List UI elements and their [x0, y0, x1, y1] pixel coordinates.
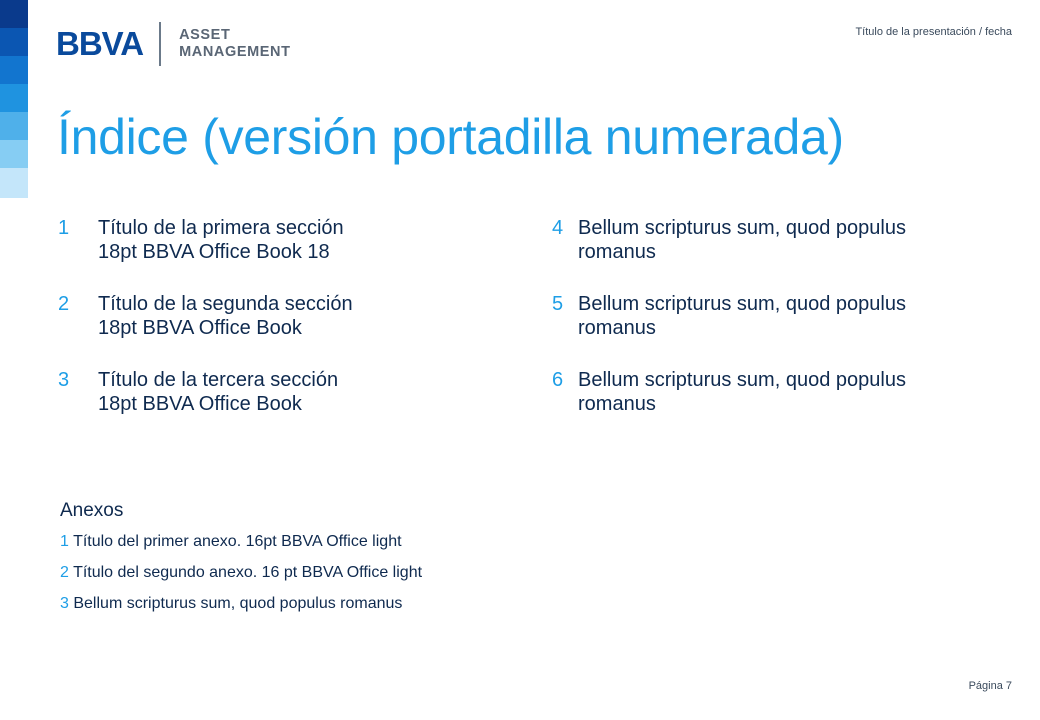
logo-bbva-wordmark: BBVA [56, 25, 144, 62]
toc-item-subtitle: 18pt BBVA Office Book 18 [98, 241, 330, 263]
toc-item [552, 216, 1002, 264]
toc-item [552, 368, 1002, 416]
toc-item-number: 3 [58, 369, 70, 391]
toc-item-subtitle: 18pt BBVA Office Book [98, 317, 302, 339]
toc-item-number: 2 [58, 293, 70, 315]
color-strip-block [0, 84, 28, 112]
toc-item-number: 1 [58, 217, 70, 239]
toc-item-number: 4 [552, 217, 564, 239]
annex-item [60, 532, 422, 552]
decorative-color-strip [0, 0, 28, 198]
toc-item-subtitle: romanus [578, 241, 656, 263]
color-strip-block [0, 168, 28, 198]
annex-item-text: Título del primer anexo. 16pt BBVA Office light [73, 533, 402, 550]
annex-item-text: Bellum scripturus sum, quod populus romanus [73, 595, 403, 612]
annex-item [60, 594, 422, 614]
color-strip-block [0, 112, 28, 140]
toc-right-column [552, 216, 1002, 444]
toc-item-title: Bellum scripturus sum, quod populus [578, 293, 906, 315]
annex-item-number: 2 [60, 564, 69, 581]
toc-item-number: 5 [552, 293, 564, 315]
toc-item-title: Bellum scripturus sum, quod populus [578, 217, 906, 239]
toc-item-subtitle: romanus [578, 393, 656, 415]
annex-item [60, 563, 422, 583]
annexes-section [60, 500, 422, 625]
logo-divider [159, 22, 161, 66]
bbva-asset-management-logo [56, 22, 291, 66]
logo-subtitle-line2: MANAGEMENT [179, 44, 291, 60]
annexes-title: Anexos [60, 500, 124, 521]
toc-item-subtitle: romanus [578, 317, 656, 339]
logo-asset-management [179, 27, 291, 61]
toc-item-subtitle: 18pt BBVA Office Book [98, 393, 302, 415]
color-strip-block [0, 140, 28, 168]
toc-left-column [58, 216, 478, 444]
page-title: Índice (versión portadilla numerada) [57, 109, 844, 165]
toc-item-title: Bellum scripturus sum, quod populus [578, 369, 906, 391]
page-number: Página 7 [968, 680, 1012, 692]
color-strip-block [0, 56, 28, 84]
logo-subtitle-line1: ASSET [179, 27, 231, 43]
annex-item-number: 1 [60, 533, 69, 550]
color-strip-block [0, 28, 28, 56]
toc-item-number: 6 [552, 369, 564, 391]
toc-item [58, 368, 478, 416]
toc-item [58, 216, 478, 264]
annex-item-text: Título del segundo anexo. 16 pt BBVA Office light [73, 564, 423, 581]
toc-item-title: Título de la tercera sección [98, 369, 339, 391]
toc-item-title: Título de la segunda sección [98, 293, 353, 315]
presentation-title-date: Título de la presentación / fecha [855, 26, 1012, 38]
toc-item-title: Título de la primera sección [98, 217, 344, 239]
toc-item [58, 292, 478, 340]
annex-item-number: 3 [60, 595, 69, 612]
toc-item [552, 292, 1002, 340]
color-strip-block [0, 0, 28, 28]
